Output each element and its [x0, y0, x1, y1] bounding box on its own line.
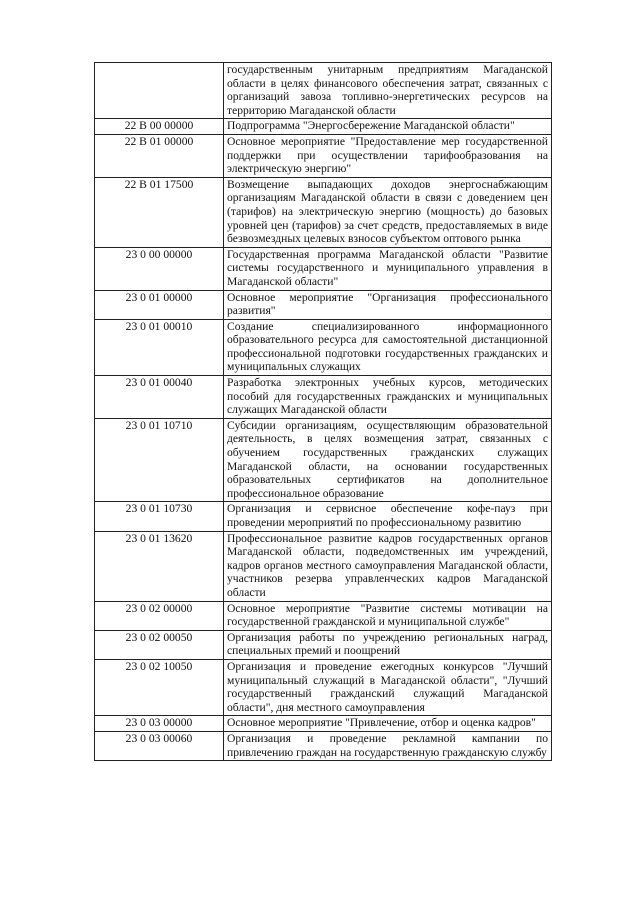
- table-row: [95, 119, 552, 135]
- budget-classification-table: [94, 62, 552, 761]
- row-code: 23 0 01 00000: [95, 290, 224, 319]
- row-description: Субсидии организациям, осуществляющим образовательной деятельность, в целях возмещения затрат, связанных с обучением государственных гражданских служащих Магаданской области, на основании государственных образовательных сертификатов на дополнительное профессиональное образование: [224, 418, 552, 502]
- table-row: [95, 531, 552, 601]
- table-row: [95, 177, 552, 247]
- table-row: [95, 290, 552, 319]
- row-description: Создание специализированного информационного образовательного ресурса для самостоятельной дистанционной профессиональной подготовки государственных гражданских и муниципальных служащих: [224, 319, 552, 375]
- row-description: Основное мероприятие "Организация профессионального развития": [224, 290, 552, 319]
- row-code: [95, 63, 224, 119]
- row-description: Подпрограмма "Энергосбережение Магаданской области": [224, 119, 552, 135]
- table-row: [95, 63, 552, 119]
- row-description: Организация и сервисное обеспечение кофе-пауз при проведении мероприятий по профессиональному развитию: [224, 502, 552, 531]
- row-description: Организация и проведение рекламной кампании по привлечению граждан на государственную гражданскую службу: [224, 731, 552, 760]
- row-description: Возмещение выпадающих доходов энергоснабжающим организациям Магаданской области в связи с доведением цен (тарифов) на электрическую энергию (мощность) до базовых уровней цен (тарифов) за счет средств, предоставляемых в виде безвозмездных целевых взносов субъектом оптового рынка: [224, 177, 552, 247]
- row-description: государственным унитарным предприятиям Магаданской области в целях финансового обеспечения затрат, связанных с организаций завоза топливно-энергетических ресурсов на территорию Магаданской области: [224, 63, 552, 119]
- row-code: 23 0 03 00000: [95, 716, 224, 732]
- row-code: 23 0 01 10710: [95, 418, 224, 502]
- table-row: [95, 418, 552, 502]
- row-description: Организация и проведение ежегодных конкурсов "Лучший муниципальный служащий в Магаданской области", "Лучший государственный гражданский служащий Магаданской области", дня местного самоуправления: [224, 659, 552, 715]
- row-code: 23 0 01 00040: [95, 376, 224, 419]
- row-code: 23 0 01 13620: [95, 531, 224, 601]
- row-description: Разработка электронных учебных курсов, методических пособий для государственных гражданских и муниципальных служащих Магаданской области: [224, 376, 552, 419]
- table-row: [95, 376, 552, 419]
- row-description: Основное мероприятие "Привлечение, отбор и оценка кадров": [224, 716, 552, 732]
- row-code: 23 0 03 00060: [95, 731, 224, 760]
- row-description: Организация работы по учреждению региональных наград, специальных премий и поощрений: [224, 630, 552, 659]
- table-row: [95, 630, 552, 659]
- row-code: 23 0 02 10050: [95, 659, 224, 715]
- row-code: 23 0 00 00000: [95, 247, 224, 290]
- row-code: 23 0 01 10730: [95, 502, 224, 531]
- row-code: 23 0 02 00000: [95, 601, 224, 630]
- table-row: [95, 716, 552, 732]
- table-row: [95, 601, 552, 630]
- row-code: 22 В 01 17500: [95, 177, 224, 247]
- row-description: Государственная программа Магаданской области "Развитие системы государственного и муниципального управления в Магаданской области": [224, 247, 552, 290]
- row-code: 22 В 00 00000: [95, 119, 224, 135]
- table-row: [95, 659, 552, 715]
- table-row: [95, 319, 552, 375]
- row-code: 23 0 01 00010: [95, 319, 224, 375]
- table-row: [95, 731, 552, 760]
- table-row: [95, 502, 552, 531]
- row-description: Профессиональное развитие кадров государственных органов Магаданской области, подведомственных им учреждений, кадров органов местного самоуправления Магаданской области, участников резерва управленческих кадров Магаданской области: [224, 531, 552, 601]
- row-description: Основное мероприятие "Предоставление мер государственной поддержки при осуществлении тарифообразования на электрическую энергию": [224, 134, 552, 177]
- row-code: 22 В 01 00000: [95, 134, 224, 177]
- row-code: 23 0 02 00050: [95, 630, 224, 659]
- table-row: [95, 247, 552, 290]
- table-row: [95, 134, 552, 177]
- row-description: Основное мероприятие "Развитие системы мотивации на государственной гражданской и муниципальной службе": [224, 601, 552, 630]
